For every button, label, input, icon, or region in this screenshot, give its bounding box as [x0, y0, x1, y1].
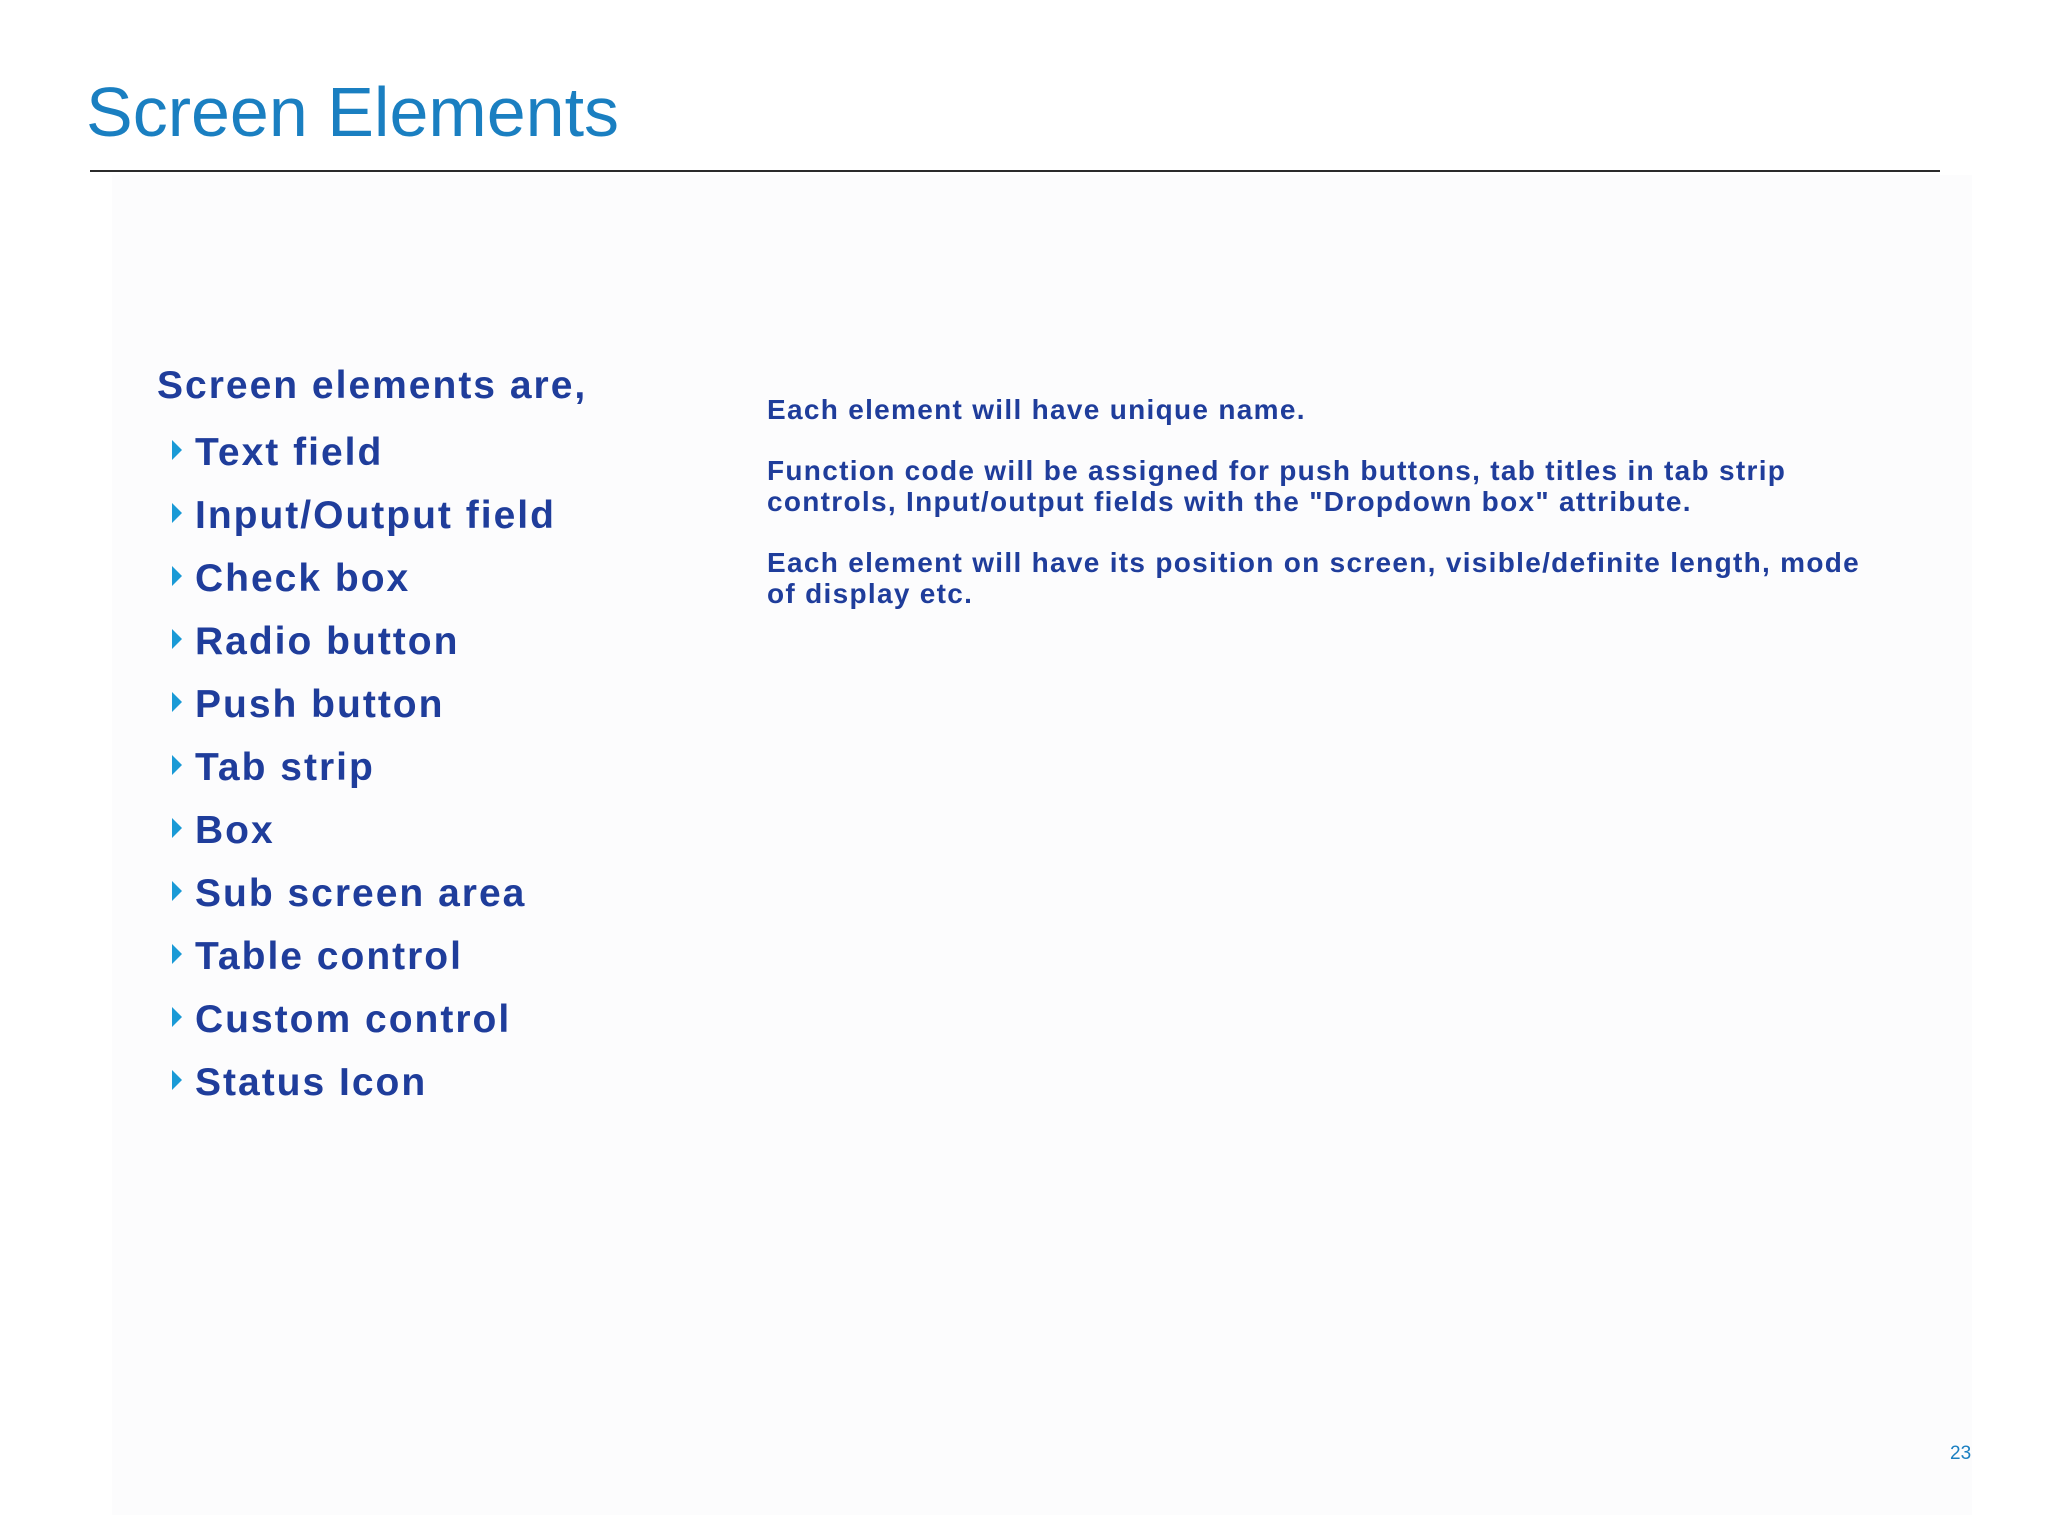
list-item-status-icon	[157, 1051, 717, 1114]
list-item-label: Check box	[195, 556, 411, 600]
description-paragraph-position: Each element will have its position on screen, visible/definite length, mode of display etc.	[767, 547, 1861, 609]
list-item-text-field	[157, 421, 717, 484]
triangle-right-icon	[172, 629, 182, 649]
triangle-right-icon	[172, 503, 182, 523]
bullet-list	[157, 421, 717, 1114]
list-item-box	[157, 799, 717, 862]
list-item-custom-control	[157, 988, 717, 1051]
description-section	[767, 394, 1897, 639]
list-item-push-button	[157, 673, 717, 736]
list-item-label: Sub screen area	[195, 871, 527, 915]
triangle-right-icon	[172, 818, 182, 838]
list-item-label: Status Icon	[195, 1060, 428, 1104]
description-paragraph-unique-name: Each element will have unique name.	[767, 394, 1306, 425]
triangle-right-icon	[172, 1007, 182, 1027]
list-intro: Screen elements are,	[157, 364, 588, 407]
list-item-input-output-field	[157, 484, 717, 547]
triangle-right-icon	[172, 692, 182, 712]
triangle-right-icon	[172, 944, 182, 964]
list-item-radio-button	[157, 610, 717, 673]
list-item-sub-screen-area	[157, 862, 717, 925]
list-item-label: Table control	[195, 934, 463, 978]
list-item-label: Radio button	[195, 619, 460, 663]
screen-elements-list-section	[157, 358, 717, 1114]
page-number: 23	[1950, 1443, 1972, 1464]
list-item-label: Text field	[195, 430, 384, 474]
list-item-label: Input/Output field	[195, 493, 556, 537]
list-item-label: Box	[195, 808, 275, 852]
triangle-right-icon	[172, 566, 182, 586]
description-paragraph-function-code: Function code will be assigned for push buttons, tab titles in tab strip controls, Input/output fields with the "Dropdown box" attribute.	[767, 455, 1787, 517]
title-divider	[90, 170, 1940, 172]
triangle-right-icon	[172, 1070, 182, 1090]
triangle-right-icon	[172, 881, 182, 901]
list-item-check-box	[157, 547, 717, 610]
list-item-table-control	[157, 925, 717, 988]
triangle-right-icon	[172, 440, 182, 460]
list-item-tab-strip	[157, 736, 717, 799]
slide-title: Screen Elements	[86, 73, 620, 151]
triangle-right-icon	[172, 755, 182, 775]
list-item-label: Tab strip	[195, 745, 375, 789]
list-item-label: Push button	[195, 682, 445, 726]
list-item-label: Custom control	[195, 997, 512, 1041]
